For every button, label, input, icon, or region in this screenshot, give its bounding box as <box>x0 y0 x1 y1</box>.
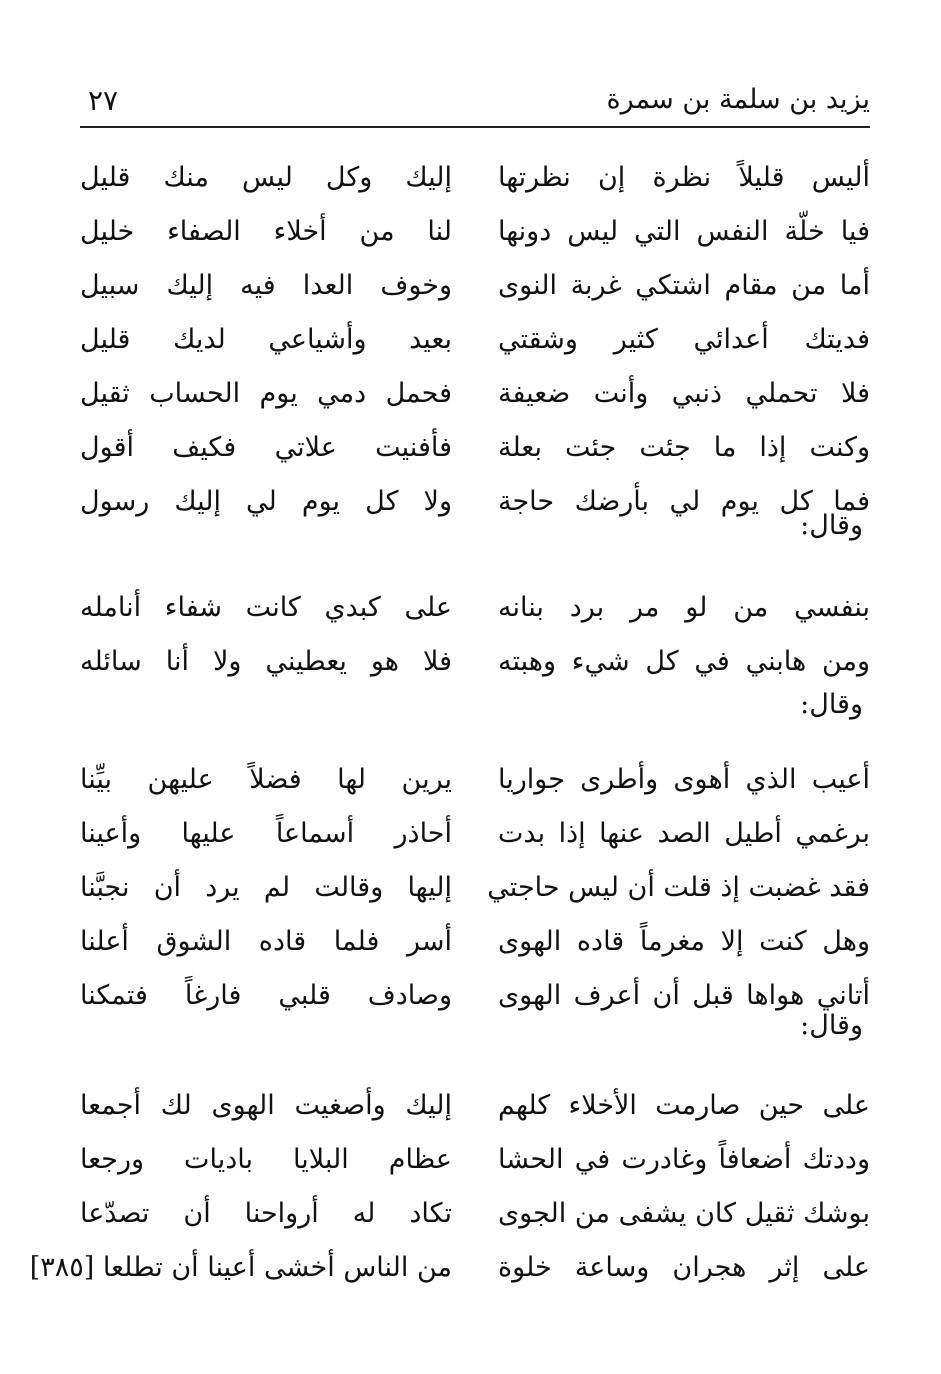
page-number: ٢٧ <box>88 84 119 117</box>
verse <box>80 374 870 428</box>
first-hemistich: فقد غضبت إذ قلت أن ليس حاجتي <box>487 872 870 903</box>
first-hemistich: أما من مقام اشتكي غربة النوى <box>498 270 870 301</box>
verse <box>80 320 870 374</box>
header-rule <box>80 126 870 128</box>
qala-label: وقال: <box>800 689 863 720</box>
qala-label: وقال: <box>800 510 863 541</box>
second-hemistich: فلا هو يعطيني ولا أنا سائله <box>80 646 452 677</box>
running-title: يزيد بن سلمة بن سمرة <box>606 84 870 115</box>
verse <box>80 158 870 212</box>
verse <box>80 588 870 642</box>
second-hemistich: فأفنيت علاتي فكيف أقول <box>80 432 452 463</box>
first-hemistich: بوشك ثقيل كان يشفى من الجوى <box>498 1198 870 1229</box>
verse <box>80 482 870 536</box>
verse <box>80 1194 870 1248</box>
poem-1 <box>80 158 870 536</box>
page-header <box>80 84 870 124</box>
first-hemistich: بنفسي من لو مر برد بنانه <box>498 592 870 623</box>
second-hemistich: ولا كل يوم لي إليك رسول <box>80 486 452 517</box>
qala-label: وقال: <box>800 1010 863 1041</box>
verse <box>80 212 870 266</box>
second-hemistich: أحاذر أسماعاً عليها وأعينا <box>80 818 452 849</box>
verse <box>80 814 870 868</box>
second-hemistich: تكاد له أرواحنا أن تصدّعا <box>80 1198 452 1229</box>
second-hemistich: إليها وقالت لم يرد أن نجبَّنا <box>80 872 452 903</box>
first-hemistich: على إثر هجران وساعة خلوة <box>498 1252 870 1283</box>
second-hemistich: أسر فلما قاده الشوق أعلنا <box>80 926 452 957</box>
poem-3 <box>80 760 870 1030</box>
first-hemistich: وكنت إذا ما جئت جئت بعلة <box>498 432 870 463</box>
second-hemistich: إليك وكل ليس منك قليل <box>80 162 452 193</box>
verse <box>80 1086 870 1140</box>
verse <box>80 760 870 814</box>
second-hemistich: فحمل دمي يوم الحساب ثقيل <box>80 378 452 409</box>
first-hemistich: ومن هابني في كل شيء وهبته <box>498 646 870 677</box>
second-hemistich: وصادف قلبي فارغاً فتمكنا <box>80 980 452 1011</box>
verse <box>80 642 870 696</box>
first-hemistich: أتاني هواها قبل أن أعرف الهوى <box>498 980 870 1011</box>
poem-2 <box>80 588 870 696</box>
verse <box>80 868 870 922</box>
second-hemistich: من الناس أخشى أعينا أن تطلعا [٣٨٥] <box>29 1252 452 1283</box>
second-hemistich: عظام البلايا باديات ورجعا <box>80 1144 452 1175</box>
poem-4 <box>29 1086 870 1302</box>
second-hemistich: لنا من أخلاء الصفاء خليل <box>80 216 452 247</box>
first-hemistich: وهل كنت إلا مغرماً قاده الهوى <box>498 926 870 957</box>
verse <box>80 1140 870 1194</box>
first-hemistich: فما كل يوم لي بأرضك حاجة <box>498 486 870 517</box>
second-hemistich: وخوف العدا فيه إليك سبيل <box>80 270 452 301</box>
verse <box>29 1248 870 1302</box>
first-hemistich: وددتك أضعافاً وغادرت في الحشا <box>498 1144 870 1175</box>
verse <box>80 428 870 482</box>
second-hemistich: يرين لها فضلاً عليهن بيِّنا <box>80 764 452 795</box>
first-hemistich: فيا خلّة النفس التي ليس دونها <box>498 216 870 247</box>
second-hemistich: على كبدي كانت شفاء أنامله <box>80 592 452 623</box>
first-hemistich: أعيب الذي أهوى وأطرى جواريا <box>498 764 870 795</box>
second-hemistich: بعيد وأشياعي لديك قليل <box>80 324 452 355</box>
first-hemistich: فلا تحملي ذنبي وأنت ضعيفة <box>498 378 870 409</box>
first-hemistich: على حين صارمت الأخلاء كلهم <box>498 1090 870 1121</box>
second-hemistich: إليك وأصغيت الهوى لك أجمعا <box>80 1090 452 1121</box>
first-hemistich: برغمي أطيل الصد عنها إذا بدت <box>498 818 870 849</box>
first-hemistich: أليس قليلاً نظرة إن نظرتها <box>498 162 870 193</box>
verse <box>80 922 870 976</box>
first-hemistich: فديتك أعدائي كثير وشقتي <box>498 324 870 355</box>
verse <box>80 976 870 1030</box>
verse <box>80 266 870 320</box>
